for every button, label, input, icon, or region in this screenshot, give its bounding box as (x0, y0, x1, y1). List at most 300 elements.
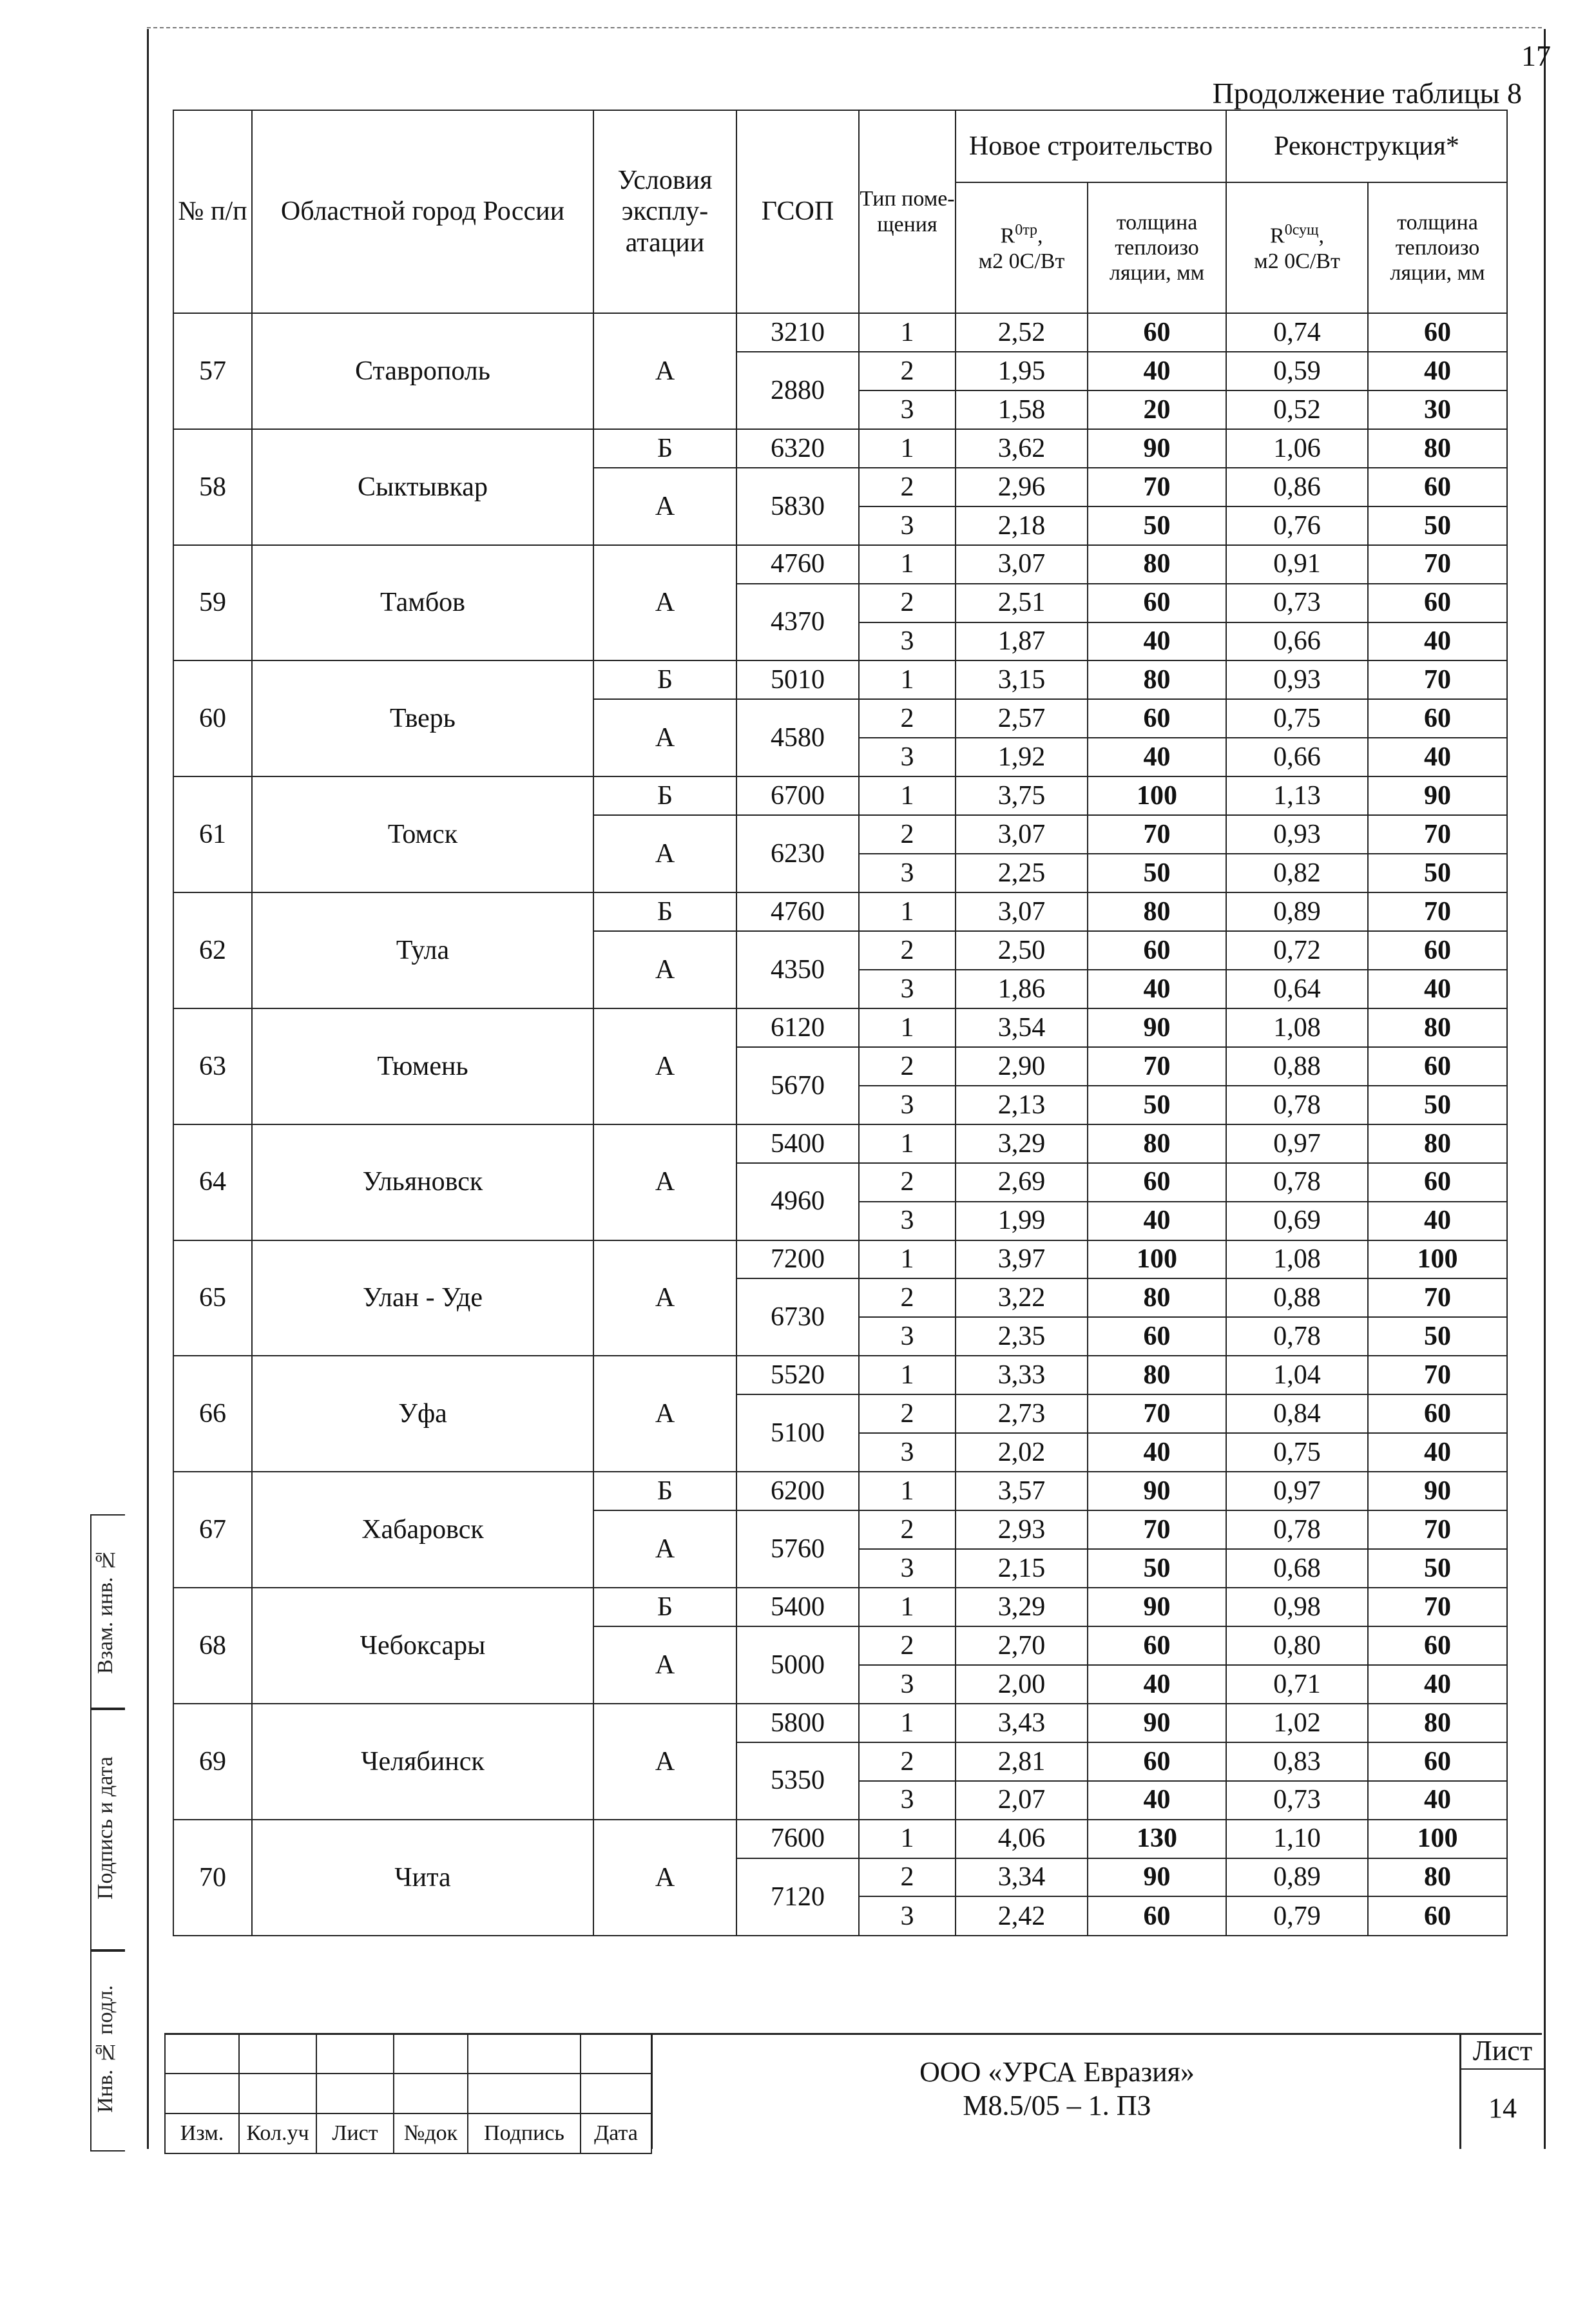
cell-r-new: 2,42 (956, 1896, 1088, 1936)
cell-num: 57 (173, 313, 252, 429)
document-code: М8.5/05 – 1. ПЗ (963, 2090, 1151, 2121)
tb-col-sheet: Лист (316, 2113, 394, 2153)
page-number: 17 (1521, 39, 1551, 72)
cell-thickness-rec: 70 (1368, 892, 1507, 931)
cell-thickness-new: 60 (1088, 1317, 1226, 1356)
cell-r-rec: 0,59 (1226, 352, 1368, 390)
cell-gsop: 5670 (736, 1047, 859, 1124)
cell-gsop: 6730 (736, 1278, 859, 1356)
cell-gsop: 5000 (736, 1626, 859, 1704)
cell-r-new: 3,07 (956, 892, 1088, 931)
cell-r-rec: 0,78 (1226, 1510, 1368, 1549)
table-row (173, 1008, 1507, 1047)
cell-room-type: 2 (859, 1742, 956, 1781)
cell-num: 60 (173, 660, 252, 776)
cell-r-rec: 0,73 (1226, 584, 1368, 622)
cell-r-new: 2,13 (956, 1086, 1088, 1124)
cell-r-rec: 1,02 (1226, 1704, 1368, 1742)
cell-thickness-new: 40 (1088, 622, 1226, 661)
cell-conditions: А (593, 1008, 736, 1124)
cell-gsop: 5400 (736, 1588, 859, 1626)
header-thickness-rec: толщина теплоизо ляции, мм (1368, 182, 1507, 313)
header-new-construction: Новое строительство (956, 110, 1226, 182)
cell-thickness-rec: 100 (1368, 1820, 1507, 1858)
cell-room-type: 2 (859, 815, 956, 854)
cell-gsop: 5010 (736, 660, 859, 699)
cell-r-rec: 1,13 (1226, 776, 1368, 815)
cell-num: 59 (173, 545, 252, 661)
cell-conditions: Б (593, 429, 736, 468)
tb-col-doc: №док (394, 2113, 468, 2153)
table-body (173, 313, 1507, 1936)
cell-room-type: 2 (859, 352, 956, 390)
cell-r-rec: 0,89 (1226, 892, 1368, 931)
cell-thickness-rec: 50 (1368, 1086, 1507, 1124)
cell-thickness-new: 80 (1088, 660, 1226, 699)
cell-thickness-rec: 50 (1368, 506, 1507, 545)
cell-conditions: А (593, 931, 736, 1008)
cell-room-type: 1 (859, 313, 956, 352)
cell-room-type: 1 (859, 1820, 956, 1858)
cell-thickness-rec: 40 (1368, 622, 1507, 661)
cell-num: 66 (173, 1356, 252, 1472)
cell-room-type: 3 (859, 1781, 956, 1820)
cell-thickness-rec: 90 (1368, 1472, 1507, 1510)
cell-r-new: 2,00 (956, 1665, 1088, 1704)
cell-thickness-new: 40 (1088, 352, 1226, 390)
cell-gsop: 4760 (736, 892, 859, 931)
cell-thickness-new: 40 (1088, 1433, 1226, 1472)
cell-room-type: 2 (859, 1163, 956, 1202)
cell-r-new: 1,58 (956, 390, 1088, 429)
cell-r-new: 3,75 (956, 776, 1088, 815)
cell-city: Чебоксары (252, 1588, 593, 1704)
cell-city: Тверь (252, 660, 593, 776)
sheet-number: 14 (1488, 2092, 1517, 2124)
cell-r-rec: 0,91 (1226, 545, 1368, 584)
cell-r-new: 2,81 (956, 1742, 1088, 1781)
cell-gsop: 3210 (736, 313, 859, 352)
cell-room-type: 2 (859, 1858, 956, 1897)
cell-conditions: Б (593, 660, 736, 699)
cell-thickness-new: 70 (1088, 1394, 1226, 1433)
cell-thickness-rec: 70 (1368, 815, 1507, 854)
binding-label-original: Инв. № подл. (93, 1985, 117, 2113)
cell-room-type: 2 (859, 699, 956, 738)
cell-thickness-rec: 40 (1368, 970, 1507, 1008)
cell-r-rec: 0,88 (1226, 1278, 1368, 1317)
cell-gsop: 5100 (736, 1394, 859, 1472)
table-row (173, 1472, 1507, 1510)
table-row (173, 1588, 1507, 1626)
frame-top-line (147, 27, 1542, 28)
cell-r-rec: 0,66 (1226, 622, 1368, 661)
cell-room-type: 2 (859, 1626, 956, 1665)
cell-gsop: 4960 (736, 1163, 859, 1240)
cell-r-new: 2,52 (956, 313, 1088, 352)
cell-r-rec: 0,75 (1226, 1433, 1368, 1472)
cell-r-rec: 0,88 (1226, 1047, 1368, 1086)
cell-conditions: Б (593, 1588, 736, 1626)
cell-thickness-rec: 80 (1368, 429, 1507, 468)
cell-thickness-new: 60 (1088, 699, 1226, 738)
cell-r-rec: 0,84 (1226, 1394, 1368, 1433)
header-r-new-symbol: R (1000, 224, 1015, 248)
cell-thickness-new: 90 (1088, 1008, 1226, 1047)
cell-thickness-new: 80 (1088, 545, 1226, 584)
cell-r-rec: 0,64 (1226, 970, 1368, 1008)
cell-gsop: 2880 (736, 352, 859, 429)
cell-thickness-rec: 40 (1368, 738, 1507, 776)
cell-thickness-new: 50 (1088, 1549, 1226, 1588)
binding-label-replace: Взам. инв. № (93, 1547, 117, 1675)
cell-r-rec: 0,86 (1226, 468, 1368, 506)
cell-thickness-new: 50 (1088, 506, 1226, 545)
cell-thickness-rec: 60 (1368, 1163, 1507, 1202)
cell-room-type: 3 (859, 506, 956, 545)
cell-num: 63 (173, 1008, 252, 1124)
cell-city: Тула (252, 892, 593, 1008)
cell-r-rec: 0,82 (1226, 854, 1368, 892)
cell-r-rec: 0,78 (1226, 1317, 1368, 1356)
cell-thickness-new: 40 (1088, 1202, 1226, 1240)
cell-city: Хабаровск (252, 1472, 593, 1588)
cell-gsop: 6200 (736, 1472, 859, 1510)
cell-r-rec: 1,08 (1226, 1240, 1368, 1279)
cell-room-type: 1 (859, 1124, 956, 1163)
cell-gsop: 5830 (736, 468, 859, 545)
cell-gsop: 7200 (736, 1240, 859, 1279)
cell-room-type: 1 (859, 429, 956, 468)
cell-thickness-new: 60 (1088, 1896, 1226, 1936)
cell-room-type: 1 (859, 545, 956, 584)
cell-conditions: А (593, 468, 736, 545)
cell-thickness-rec: 80 (1368, 1124, 1507, 1163)
company-name: ООО «УРСА Евразия» (919, 2056, 1195, 2088)
cell-r-new: 2,51 (956, 584, 1088, 622)
cell-city: Уфа (252, 1356, 593, 1472)
cell-thickness-new: 130 (1088, 1820, 1226, 1858)
cell-room-type: 1 (859, 892, 956, 931)
cell-r-rec: 1,10 (1226, 1820, 1368, 1858)
cell-thickness-new: 40 (1088, 1781, 1226, 1820)
cell-r-new: 2,35 (956, 1317, 1088, 1356)
cell-city: Челябинск (252, 1704, 593, 1820)
cell-r-rec: 1,06 (1226, 429, 1368, 468)
cell-thickness-new: 100 (1088, 1240, 1226, 1279)
cell-thickness-rec: 80 (1368, 1008, 1507, 1047)
cell-room-type: 1 (859, 1704, 956, 1742)
cell-thickness-rec: 50 (1368, 1317, 1507, 1356)
cell-thickness-new: 70 (1088, 1047, 1226, 1086)
cell-thickness-new: 90 (1088, 1588, 1226, 1626)
cell-room-type: 1 (859, 1472, 956, 1510)
cell-thickness-rec: 80 (1368, 1704, 1507, 1742)
cell-conditions: А (593, 699, 736, 776)
cell-thickness-new: 40 (1088, 1665, 1226, 1704)
cell-thickness-new: 40 (1088, 738, 1226, 776)
cell-thickness-rec: 70 (1368, 1356, 1507, 1394)
cell-thickness-new: 70 (1088, 468, 1226, 506)
cell-r-new: 3,22 (956, 1278, 1088, 1317)
cell-thickness-rec: 40 (1368, 1202, 1507, 1240)
tb-col-count: Кол.уч (239, 2113, 316, 2153)
cell-r-rec: 0,78 (1226, 1086, 1368, 1124)
cell-r-new: 3,54 (956, 1008, 1088, 1047)
cell-r-new: 3,07 (956, 545, 1088, 584)
cell-r-new: 3,29 (956, 1124, 1088, 1163)
cell-room-type: 1 (859, 1240, 956, 1279)
binding-label-signature: Подпись и дата (93, 1757, 117, 1900)
cell-city: Ульяновск (252, 1124, 593, 1240)
cell-r-rec: 0,72 (1226, 931, 1368, 970)
cell-thickness-rec: 60 (1368, 931, 1507, 970)
cell-r-new: 3,29 (956, 1588, 1088, 1626)
cell-r-new: 2,90 (956, 1047, 1088, 1086)
cell-gsop: 6120 (736, 1008, 859, 1047)
cell-conditions: А (593, 1704, 736, 1820)
cell-city: Сыктывкар (252, 429, 593, 545)
cell-thickness-rec: 80 (1368, 1858, 1507, 1897)
cell-room-type: 3 (859, 390, 956, 429)
cell-thickness-new: 60 (1088, 584, 1226, 622)
table-caption: Продолжение таблицы 8 (1212, 77, 1522, 110)
cell-gsop: 5800 (736, 1704, 859, 1742)
cell-r-rec: 0,78 (1226, 1163, 1368, 1202)
cell-conditions: А (593, 815, 736, 892)
cell-thickness-rec: 60 (1368, 1742, 1507, 1781)
cell-room-type: 3 (859, 1549, 956, 1588)
cell-num: 62 (173, 892, 252, 1008)
cell-num: 61 (173, 776, 252, 892)
cell-r-rec: 0,75 (1226, 699, 1368, 738)
table-row (173, 892, 1507, 931)
cell-r-new: 2,73 (956, 1394, 1088, 1433)
cell-r-rec: 0,69 (1226, 1202, 1368, 1240)
cell-num: 68 (173, 1588, 252, 1704)
cell-room-type: 3 (859, 1317, 956, 1356)
cell-conditions: А (593, 1240, 736, 1356)
cell-r-rec: 1,04 (1226, 1356, 1368, 1394)
cell-conditions: А (593, 1820, 736, 1936)
cell-r-rec: 0,71 (1226, 1665, 1368, 1704)
title-block-sheet (1459, 2033, 1544, 2149)
cell-thickness-rec: 40 (1368, 352, 1507, 390)
table-row (173, 429, 1507, 468)
cell-r-rec: 0,93 (1226, 660, 1368, 699)
cell-thickness-new: 60 (1088, 1742, 1226, 1781)
cell-thickness-rec: 40 (1368, 1781, 1507, 1820)
cell-city: Тюмень (252, 1008, 593, 1124)
cell-thickness-rec: 60 (1368, 584, 1507, 622)
cell-thickness-new: 90 (1088, 1858, 1226, 1897)
header-r-rec-unit: м2 0С/Вт (1254, 249, 1340, 273)
cell-r-new: 1,99 (956, 1202, 1088, 1240)
title-block-grid (164, 2033, 652, 2154)
cell-city: Чита (252, 1820, 593, 1936)
cell-room-type: 1 (859, 660, 956, 699)
tb-col-change: Изм. (165, 2113, 239, 2153)
table-row (173, 1820, 1507, 1858)
header-r-new-sub: 0тр (1015, 222, 1037, 239)
cell-r-new: 2,18 (956, 506, 1088, 545)
header-city: Областной город России (252, 110, 593, 313)
cell-r-rec: 0,97 (1226, 1124, 1368, 1163)
header-r-new: $R^{0тр}$, м2 0С/Вт (956, 182, 1088, 313)
cell-r-new: 3,62 (956, 429, 1088, 468)
cell-r-new: 2,07 (956, 1781, 1088, 1820)
cell-thickness-rec: 60 (1368, 1896, 1507, 1936)
cell-thickness-rec: 90 (1368, 776, 1507, 815)
sheet-label: Лист (1461, 2033, 1544, 2070)
cell-thickness-new: 50 (1088, 854, 1226, 892)
tb-col-signature: Подпись (468, 2113, 581, 2153)
header-gsop: ГСОП (736, 110, 859, 313)
cell-num: 65 (173, 1240, 252, 1356)
header-r-rec-symbol: R (1270, 224, 1285, 248)
cell-thickness-new: 70 (1088, 1510, 1226, 1549)
table-row (173, 1124, 1507, 1163)
cell-conditions: Б (593, 892, 736, 931)
cell-r-rec: 0,73 (1226, 1781, 1368, 1820)
cell-gsop: 6230 (736, 815, 859, 892)
cell-gsop: 7600 (736, 1820, 859, 1858)
cell-conditions: А (593, 1356, 736, 1472)
cell-thickness-rec: 60 (1368, 1626, 1507, 1665)
cell-conditions: Б (593, 776, 736, 815)
cell-r-rec: 0,76 (1226, 506, 1368, 545)
cell-gsop: 6320 (736, 429, 859, 468)
cell-thickness-new: 90 (1088, 1704, 1226, 1742)
cell-room-type: 2 (859, 931, 956, 970)
cell-r-rec: 0,79 (1226, 1896, 1368, 1936)
cell-thickness-rec: 40 (1368, 1665, 1507, 1704)
cell-thickness-rec: 70 (1368, 545, 1507, 584)
cell-r-new: 2,93 (956, 1510, 1088, 1549)
cell-room-type: 2 (859, 468, 956, 506)
cell-thickness-rec: 70 (1368, 1510, 1507, 1549)
cell-thickness-rec: 60 (1368, 313, 1507, 352)
cell-thickness-new: 60 (1088, 1626, 1226, 1665)
cell-thickness-rec: 30 (1368, 390, 1507, 429)
cell-thickness-new: 100 (1088, 776, 1226, 815)
cell-r-rec: 0,97 (1226, 1472, 1368, 1510)
cell-room-type: 3 (859, 1665, 956, 1704)
cell-r-rec: 0,80 (1226, 1626, 1368, 1665)
cell-r-new: 2,50 (956, 931, 1088, 970)
cell-r-new: 2,70 (956, 1626, 1088, 1665)
cell-thickness-new: 80 (1088, 1278, 1226, 1317)
cell-r-new: 3,97 (956, 1240, 1088, 1279)
tb-col-date: Дата (581, 2113, 651, 2153)
cell-conditions: А (593, 313, 736, 429)
cell-room-type: 2 (859, 1278, 956, 1317)
cell-thickness-rec: 100 (1368, 1240, 1507, 1279)
cell-r-rec: 0,52 (1226, 390, 1368, 429)
cell-r-new: 1,86 (956, 970, 1088, 1008)
cell-r-new: 3,34 (956, 1858, 1088, 1897)
cell-r-new: 3,43 (956, 1704, 1088, 1742)
cell-thickness-rec: 60 (1368, 1047, 1507, 1086)
cell-thickness-new: 60 (1088, 931, 1226, 970)
cell-thickness-rec: 60 (1368, 468, 1507, 506)
header-conditions: Условия эксплу- атации (593, 110, 736, 313)
cell-room-type: 3 (859, 738, 956, 776)
cell-gsop: 5350 (736, 1742, 859, 1820)
cell-thickness-rec: 40 (1368, 1433, 1507, 1472)
cell-r-rec: 0,68 (1226, 1549, 1368, 1588)
cell-r-new: 2,57 (956, 699, 1088, 738)
cell-room-type: 3 (859, 1896, 956, 1936)
cell-r-new: 1,87 (956, 622, 1088, 661)
cell-city: Тамбов (252, 545, 593, 661)
cell-thickness-rec: 70 (1368, 1588, 1507, 1626)
cell-conditions: А (593, 1626, 736, 1704)
cell-conditions: А (593, 545, 736, 661)
table-row (173, 776, 1507, 815)
cell-gsop: 4580 (736, 699, 859, 776)
cell-r-new: 2,15 (956, 1549, 1088, 1588)
header-room-type: Тип поме- щения (859, 110, 956, 313)
cell-r-rec: 0,98 (1226, 1588, 1368, 1626)
table-row (173, 1240, 1507, 1279)
cell-r-new: 2,25 (956, 854, 1088, 892)
cell-r-rec: 0,93 (1226, 815, 1368, 854)
insulation-table (173, 110, 1508, 1936)
cell-thickness-new: 50 (1088, 1086, 1226, 1124)
table-row (173, 660, 1507, 699)
cell-city: Ставрополь (252, 313, 593, 429)
cell-r-new: 1,92 (956, 738, 1088, 776)
header-r-rec: $R^{0сущ}$, м2 0С/Вт (1226, 182, 1368, 313)
cell-room-type: 2 (859, 1047, 956, 1086)
cell-gsop: 4760 (736, 545, 859, 584)
cell-room-type: 2 (859, 584, 956, 622)
cell-thickness-new: 80 (1088, 1124, 1226, 1163)
cell-room-type: 3 (859, 854, 956, 892)
cell-thickness-new: 70 (1088, 815, 1226, 854)
cell-room-type: 3 (859, 970, 956, 1008)
header-num: № п/п (173, 110, 252, 313)
cell-num: 69 (173, 1704, 252, 1820)
cell-gsop: 4350 (736, 931, 859, 1008)
table-row (173, 1356, 1507, 1394)
cell-thickness-new: 60 (1088, 1163, 1226, 1202)
header-thickness-new: толщина теплоизо ляции, мм (1088, 182, 1226, 313)
cell-gsop: 5760 (736, 1510, 859, 1588)
cell-room-type: 1 (859, 776, 956, 815)
cell-r-new: 3,57 (956, 1472, 1088, 1510)
cell-thickness-rec: 60 (1368, 1394, 1507, 1433)
cell-r-new: 2,02 (956, 1433, 1088, 1472)
cell-thickness-new: 40 (1088, 970, 1226, 1008)
cell-gsop: 5400 (736, 1124, 859, 1163)
cell-thickness-rec: 50 (1368, 854, 1507, 892)
cell-room-type: 3 (859, 622, 956, 661)
cell-room-type: 2 (859, 1510, 956, 1549)
table-row (173, 313, 1507, 352)
cell-r-rec: 0,89 (1226, 1858, 1368, 1897)
cell-thickness-new: 90 (1088, 1472, 1226, 1510)
cell-gsop: 5520 (736, 1356, 859, 1394)
cell-thickness-new: 90 (1088, 429, 1226, 468)
cell-conditions: А (593, 1510, 736, 1588)
cell-r-new: 2,96 (956, 468, 1088, 506)
cell-thickness-new: 80 (1088, 1356, 1226, 1394)
cell-thickness-rec: 70 (1368, 660, 1507, 699)
cell-thickness-new: 20 (1088, 390, 1226, 429)
cell-room-type: 3 (859, 1433, 956, 1472)
